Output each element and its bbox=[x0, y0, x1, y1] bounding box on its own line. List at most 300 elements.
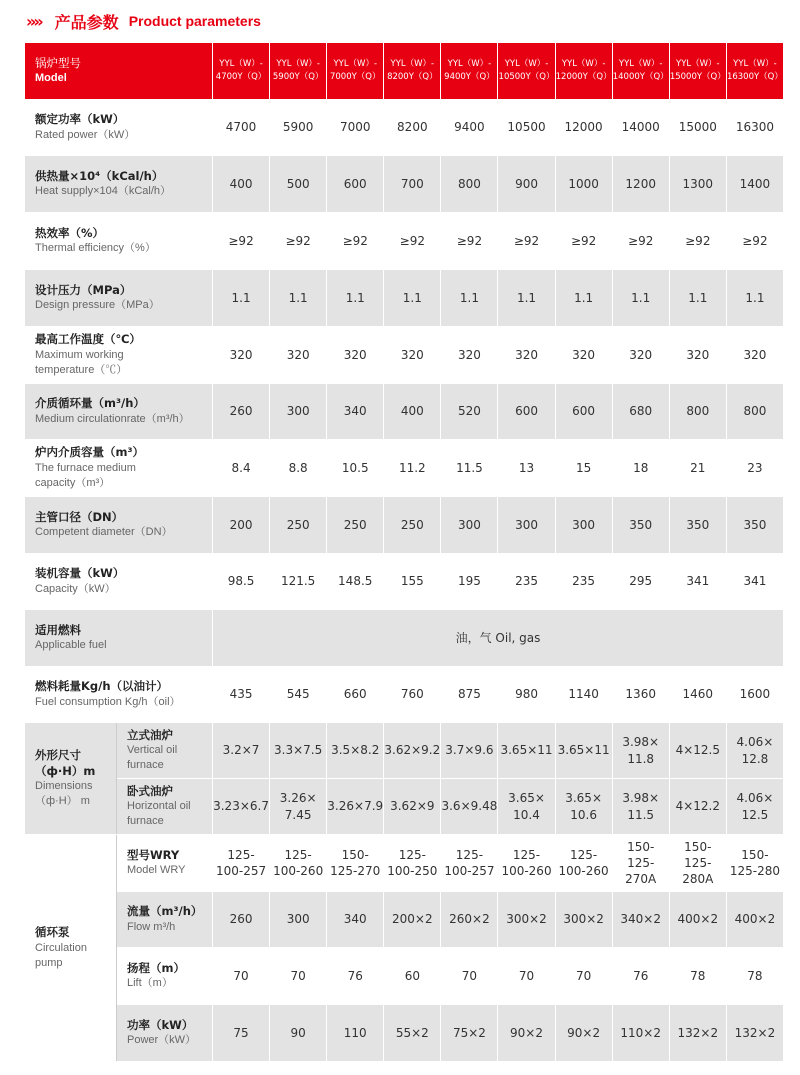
row-label bbox=[25, 497, 213, 554]
value-cell: 250 bbox=[327, 497, 384, 554]
value-cell: 1400 bbox=[726, 156, 783, 213]
value-cell: 132×2 bbox=[669, 1005, 726, 1062]
value-cell bbox=[726, 835, 783, 892]
value-cell: 70 bbox=[270, 948, 327, 1005]
value-cell: 435 bbox=[213, 667, 270, 723]
label-chinese: 流量（m³/h） bbox=[127, 904, 203, 919]
product-parameters-table bbox=[24, 42, 784, 1062]
value-cell: 800 bbox=[726, 384, 783, 440]
row-label bbox=[25, 156, 213, 213]
value-cell bbox=[612, 779, 669, 835]
model-label-chinese: 锅炉型号 bbox=[35, 56, 81, 71]
value-cell: 235 bbox=[555, 554, 612, 610]
value-cell bbox=[555, 835, 612, 892]
value-cell: 600 bbox=[327, 156, 384, 213]
value-cell: 340×2 bbox=[612, 892, 669, 948]
value-cell bbox=[726, 723, 783, 779]
model-line: 10500Y（Q） bbox=[498, 72, 555, 82]
value-line: 3.26× bbox=[279, 791, 317, 806]
value-cell: 400 bbox=[213, 156, 270, 213]
row-label bbox=[117, 948, 213, 1005]
model-line: YYL（W）- bbox=[219, 59, 263, 70]
value-cell: 320 bbox=[384, 327, 441, 384]
data-row bbox=[25, 384, 784, 440]
model-label bbox=[25, 43, 213, 100]
value-line: 3.2×7 bbox=[222, 743, 260, 758]
value-cell: 90×2 bbox=[555, 1005, 612, 1062]
model-line: 4700Y（Q） bbox=[215, 72, 267, 82]
model-line: YYL（W）- bbox=[618, 59, 663, 70]
value-cell: 13 bbox=[498, 440, 555, 497]
value-line: 3.65×11 bbox=[557, 743, 610, 758]
data-row bbox=[25, 213, 784, 270]
label-chinese: 炉内介质容量（m³） bbox=[35, 445, 145, 460]
value-cell: 320 bbox=[498, 327, 555, 384]
value-line: 150- bbox=[741, 847, 769, 862]
value-cell: 75 bbox=[213, 1005, 270, 1062]
value-cell bbox=[270, 723, 327, 779]
value-cell: 1.1 bbox=[213, 270, 270, 327]
value-cell: 1.1 bbox=[726, 270, 783, 327]
value-cell: 148.5 bbox=[327, 554, 384, 610]
label-chinese: 最高工作温度（℃） bbox=[35, 332, 141, 347]
value-line: 125-280A bbox=[682, 855, 714, 887]
value-cell: 21 bbox=[669, 440, 726, 497]
row-label bbox=[25, 440, 213, 497]
model-name bbox=[555, 43, 612, 100]
value-line: 3.7×9.6 bbox=[445, 743, 494, 758]
value-cell: 545 bbox=[270, 667, 327, 723]
value-cell: 11.5 bbox=[441, 440, 498, 497]
value-cell: 875 bbox=[441, 667, 498, 723]
label-english: Maximum working temperature（℃） bbox=[35, 348, 128, 376]
pump-row bbox=[25, 835, 784, 892]
value-cell: 1.1 bbox=[270, 270, 327, 327]
value-cell: 78 bbox=[669, 948, 726, 1005]
value-cell: 70 bbox=[555, 948, 612, 1005]
value-cell bbox=[384, 835, 441, 892]
value-cell: 1.1 bbox=[327, 270, 384, 327]
value-cell bbox=[555, 779, 612, 835]
value-cell: 1.1 bbox=[441, 270, 498, 327]
fuel-value: 油，气 Oil, gas bbox=[213, 610, 784, 667]
label-chinese: 热效率（%） bbox=[35, 225, 105, 240]
value-line: 3.65×11 bbox=[500, 743, 553, 758]
row-label bbox=[25, 554, 213, 610]
value-cell bbox=[669, 835, 726, 892]
model-name bbox=[270, 43, 327, 100]
value-cell: 260 bbox=[213, 384, 270, 440]
value-cell: 1.1 bbox=[669, 270, 726, 327]
value-line: 125- bbox=[569, 847, 598, 862]
value-cell: 300 bbox=[270, 384, 327, 440]
value-cell: 55×2 bbox=[384, 1005, 441, 1062]
value-cell: 90×2 bbox=[498, 1005, 555, 1062]
value-line: 3.65× bbox=[508, 791, 545, 806]
value-line: 4.06× bbox=[736, 735, 774, 750]
row-label bbox=[25, 100, 213, 156]
value-cell: ≥92 bbox=[270, 213, 327, 270]
value-cell bbox=[213, 779, 270, 835]
model-line: YYL（W）- bbox=[333, 59, 378, 70]
data-row bbox=[25, 497, 784, 554]
row-label bbox=[25, 213, 213, 270]
label-english: Dimensions （ф·H） m bbox=[35, 780, 93, 808]
value-line: 3.5×8.2 bbox=[331, 743, 380, 758]
value-cell bbox=[384, 779, 441, 835]
row-label bbox=[25, 667, 213, 723]
value-cell: 660 bbox=[327, 667, 384, 723]
value-cell bbox=[213, 835, 270, 892]
label-english: Horizontal oil furnace bbox=[127, 800, 191, 828]
value-cell: 320 bbox=[669, 327, 726, 384]
value-cell bbox=[498, 835, 555, 892]
model-line: 16300Y（Q） bbox=[726, 72, 783, 82]
label-chinese: 立式油炉 bbox=[127, 727, 173, 742]
value-cell: 760 bbox=[384, 667, 441, 723]
value-cell: ≥92 bbox=[726, 213, 783, 270]
label-chinese: 卧式油炉 bbox=[127, 783, 173, 798]
label-chinese: 型号WRY bbox=[127, 847, 180, 862]
value-cell: 1.1 bbox=[612, 270, 669, 327]
value-cell bbox=[669, 723, 726, 779]
value-cell bbox=[384, 723, 441, 779]
value-cell: 4700 bbox=[213, 100, 270, 156]
value-line: 125- bbox=[512, 847, 541, 862]
model-line: 15000Y（Q） bbox=[669, 72, 726, 82]
dimension-vertical-row bbox=[25, 723, 784, 779]
label-english: Flow m³/h bbox=[127, 920, 176, 933]
value-cell: 8200 bbox=[384, 100, 441, 156]
value-cell: 295 bbox=[612, 554, 669, 610]
value-cell bbox=[441, 835, 498, 892]
value-cell: 1.1 bbox=[555, 270, 612, 327]
section-header bbox=[26, 8, 261, 34]
value-cell: 12000 bbox=[555, 100, 612, 156]
dimensions-label bbox=[25, 723, 117, 835]
value-cell: 700 bbox=[384, 156, 441, 213]
value-line: 4.06× bbox=[736, 791, 774, 806]
title-english: Product parameters bbox=[128, 13, 261, 29]
label-chinese: 适用燃料 bbox=[35, 622, 81, 637]
label-chinese: 扬程（m） bbox=[127, 960, 185, 975]
value-cell: 70 bbox=[441, 948, 498, 1005]
value-line: 3.3×7.5 bbox=[274, 743, 323, 758]
value-cell: 320 bbox=[327, 327, 384, 384]
value-line: 125- bbox=[284, 847, 312, 862]
value-cell: 110×2 bbox=[612, 1005, 669, 1062]
value-cell: ≥92 bbox=[327, 213, 384, 270]
value-cell bbox=[327, 835, 384, 892]
value-cell: 155 bbox=[384, 554, 441, 610]
value-cell: 110 bbox=[327, 1005, 384, 1062]
value-cell bbox=[555, 723, 612, 779]
value-cell: 9400 bbox=[441, 100, 498, 156]
value-cell: 600 bbox=[498, 384, 555, 440]
model-name bbox=[669, 43, 726, 100]
model-name bbox=[726, 43, 783, 100]
label-english: Medium circulationrate（m³/h） bbox=[35, 412, 190, 425]
row-label bbox=[25, 610, 213, 667]
value-line: 3.6×9.48 bbox=[441, 799, 498, 814]
row-label bbox=[117, 779, 213, 835]
row-label bbox=[117, 835, 213, 892]
value-cell: 76 bbox=[327, 948, 384, 1005]
label-english: Capacity（kW） bbox=[35, 582, 116, 595]
model-line: YYL（W）- bbox=[390, 59, 435, 70]
title-chinese: 产品参数 bbox=[54, 12, 119, 32]
value-line: 3.23×6.7 bbox=[213, 799, 269, 814]
value-cell: 300×2 bbox=[555, 892, 612, 948]
value-cell: 500 bbox=[270, 156, 327, 213]
value-cell bbox=[498, 779, 555, 835]
value-cell bbox=[327, 779, 384, 835]
label-chinese: 装机容量（kW） bbox=[35, 566, 125, 581]
row-label bbox=[25, 384, 213, 440]
value-cell: 70 bbox=[213, 948, 270, 1005]
value-line: 125-270 bbox=[330, 864, 381, 878]
value-cell: 75×2 bbox=[441, 1005, 498, 1062]
label-english: Model WRY bbox=[127, 864, 186, 877]
label-english: Power（kW） bbox=[127, 1034, 197, 1047]
value-cell: 320 bbox=[612, 327, 669, 384]
label-english: The furnace medium capacity（m³） bbox=[35, 461, 136, 489]
label-chinese: 燃料耗量Kg/h（以油计） bbox=[35, 679, 169, 694]
model-line: YYL（W）- bbox=[447, 59, 492, 70]
value-line: 150- bbox=[627, 839, 655, 854]
value-line: 100-260 bbox=[501, 864, 552, 878]
value-cell bbox=[270, 835, 327, 892]
value-cell: 8.8 bbox=[270, 440, 327, 497]
value-cell: 98.5 bbox=[213, 554, 270, 610]
model-name bbox=[213, 43, 270, 100]
value-cell: 200 bbox=[213, 497, 270, 554]
value-cell: 680 bbox=[612, 384, 669, 440]
value-line: 150- bbox=[341, 847, 369, 862]
label-chinese: 功率（kW） bbox=[127, 1017, 194, 1032]
label-english: Rated power（kW） bbox=[35, 128, 136, 141]
value-cell: 1.1 bbox=[384, 270, 441, 327]
value-cell: 260×2 bbox=[441, 892, 498, 948]
value-cell: 800 bbox=[669, 384, 726, 440]
model-name bbox=[384, 43, 441, 100]
model-line: YYL（W）- bbox=[733, 59, 777, 70]
value-cell: 320 bbox=[270, 327, 327, 384]
value-cell: 18 bbox=[612, 440, 669, 497]
label-english: Applicable fuel bbox=[35, 639, 107, 652]
value-cell: 11.2 bbox=[384, 440, 441, 497]
header-row bbox=[25, 43, 784, 100]
value-line: 12.8 bbox=[741, 751, 769, 766]
value-cell: 15000 bbox=[669, 100, 726, 156]
value-cell: 1000 bbox=[555, 156, 612, 213]
value-line: 150- bbox=[684, 839, 712, 854]
value-cell: 800 bbox=[441, 156, 498, 213]
value-cell: 300 bbox=[270, 892, 327, 948]
value-cell bbox=[441, 779, 498, 835]
value-cell: 76 bbox=[612, 948, 669, 1005]
value-cell: 250 bbox=[270, 497, 327, 554]
row-label bbox=[117, 1005, 213, 1062]
model-line: 9400Y（Q） bbox=[444, 72, 495, 82]
value-cell: 350 bbox=[726, 497, 783, 554]
value-cell: 60 bbox=[384, 948, 441, 1005]
value-line: 3.65× bbox=[565, 791, 602, 806]
value-line: 100-257 bbox=[444, 864, 495, 878]
row-label bbox=[117, 723, 213, 779]
value-cell: 235 bbox=[498, 554, 555, 610]
value-cell: 320 bbox=[555, 327, 612, 384]
label-chinese: 主管口径（DN） bbox=[35, 509, 124, 524]
data-row bbox=[25, 327, 784, 384]
value-line: 3.98× bbox=[622, 791, 660, 806]
value-cell: 14000 bbox=[612, 100, 669, 156]
value-cell: 70 bbox=[498, 948, 555, 1005]
value-line: 125- bbox=[455, 847, 484, 862]
value-cell: ≥92 bbox=[384, 213, 441, 270]
label-english: Heat supply×104（kCal/h） bbox=[35, 185, 172, 198]
label-chinese: 循环泵 bbox=[35, 925, 70, 940]
value-cell: ≥92 bbox=[612, 213, 669, 270]
row-label bbox=[25, 270, 213, 327]
value-cell bbox=[612, 835, 669, 892]
value-cell: ≥92 bbox=[669, 213, 726, 270]
value-cell: 300 bbox=[441, 497, 498, 554]
value-cell: 195 bbox=[441, 554, 498, 610]
value-cell: 341 bbox=[726, 554, 783, 610]
model-name bbox=[612, 43, 669, 100]
value-cell bbox=[612, 723, 669, 779]
label-chinese: 外形尺寸 （ф·H）m bbox=[35, 748, 96, 778]
value-cell: 320 bbox=[441, 327, 498, 384]
label-english: Lift（m） bbox=[127, 977, 173, 990]
value-cell: 15 bbox=[555, 440, 612, 497]
value-cell: 16300 bbox=[726, 100, 783, 156]
row-label bbox=[25, 327, 213, 384]
value-cell: 10.5 bbox=[327, 440, 384, 497]
model-line: 14000Y（Q） bbox=[612, 72, 669, 82]
value-line: 100-260 bbox=[273, 864, 324, 878]
value-cell: 1140 bbox=[555, 667, 612, 723]
value-cell: 1.1 bbox=[498, 270, 555, 327]
pump-row bbox=[25, 948, 784, 1005]
value-cell bbox=[726, 779, 783, 835]
value-cell: 320 bbox=[213, 327, 270, 384]
value-line: 100-250 bbox=[387, 864, 438, 878]
value-cell bbox=[441, 723, 498, 779]
row-label bbox=[117, 892, 213, 948]
value-cell: 400 bbox=[384, 384, 441, 440]
label-english: Thermal efficiency（%） bbox=[35, 242, 156, 255]
value-cell: 1360 bbox=[612, 667, 669, 723]
label-english: Vertical oil furnace bbox=[127, 744, 178, 772]
value-cell: 8.4 bbox=[213, 440, 270, 497]
model-line: YYL（W）- bbox=[561, 59, 606, 70]
model-line: YYL（W）- bbox=[676, 59, 720, 70]
double-chevron-icon: »» bbox=[26, 11, 41, 31]
value-cell: 7000 bbox=[327, 100, 384, 156]
value-cell: 1600 bbox=[726, 667, 783, 723]
dimension-horizontal-row bbox=[25, 779, 784, 835]
label-english: Circulation pump bbox=[35, 941, 87, 969]
value-cell: 10500 bbox=[498, 100, 555, 156]
value-cell: 200×2 bbox=[384, 892, 441, 948]
value-cell: 23 bbox=[726, 440, 783, 497]
value-cell bbox=[669, 779, 726, 835]
value-cell: 341 bbox=[669, 554, 726, 610]
value-cell: 400×2 bbox=[669, 892, 726, 948]
value-cell: 1300 bbox=[669, 156, 726, 213]
pump-row bbox=[25, 1005, 784, 1062]
model-line: 8200Y（Q） bbox=[387, 72, 438, 82]
value-line: 4×12.2 bbox=[675, 799, 720, 814]
value-line: 7.45 bbox=[284, 807, 312, 822]
value-line: 10.6 bbox=[570, 807, 597, 822]
label-chinese: 额定功率（kW） bbox=[35, 112, 125, 127]
value-line: 3.98× bbox=[622, 735, 660, 750]
label-chinese: 介质循环量（m³/h） bbox=[35, 396, 145, 411]
value-line: 100-257 bbox=[215, 864, 267, 878]
value-cell: 90 bbox=[270, 1005, 327, 1062]
value-cell: 300×2 bbox=[498, 892, 555, 948]
data-row bbox=[25, 100, 784, 156]
value-line: 125-280 bbox=[729, 864, 780, 878]
data-row bbox=[25, 554, 784, 610]
value-cell: 300 bbox=[498, 497, 555, 554]
value-cell: 400×2 bbox=[726, 892, 783, 948]
value-line: 125-270A bbox=[625, 855, 657, 887]
value-cell: 350 bbox=[669, 497, 726, 554]
value-cell bbox=[498, 723, 555, 779]
value-cell: 132×2 bbox=[726, 1005, 783, 1062]
circulation-pump-label bbox=[25, 835, 117, 1062]
data-row bbox=[25, 270, 784, 327]
value-cell: 340 bbox=[327, 384, 384, 440]
value-line: 125- bbox=[227, 847, 255, 862]
value-cell: ≥92 bbox=[441, 213, 498, 270]
value-cell: 1200 bbox=[612, 156, 669, 213]
model-line: 12000Y（Q） bbox=[555, 72, 612, 82]
value-line: 4×12.5 bbox=[675, 743, 720, 758]
pump-row bbox=[25, 892, 784, 948]
value-cell: 260 bbox=[213, 892, 270, 948]
model-line: YYL（W）- bbox=[504, 59, 549, 70]
value-cell: 78 bbox=[726, 948, 783, 1005]
label-english: Design pressure（MPa） bbox=[35, 299, 160, 312]
fuel-row bbox=[25, 610, 784, 667]
value-cell: 250 bbox=[384, 497, 441, 554]
value-line: 125- bbox=[398, 847, 426, 862]
value-line: 11.5 bbox=[627, 807, 655, 822]
value-line: 10.4 bbox=[513, 807, 540, 822]
model-line: 7000Y（Q） bbox=[329, 72, 381, 82]
value-cell: 5900 bbox=[270, 100, 327, 156]
model-label-english: Model bbox=[35, 72, 67, 85]
value-cell: 1460 bbox=[669, 667, 726, 723]
label-chinese: 供热量×10⁴（kCal/h） bbox=[35, 168, 164, 183]
label-english: Fuel consumption Kg/h（oil） bbox=[35, 695, 181, 708]
value-cell: 121.5 bbox=[270, 554, 327, 610]
value-cell: ≥92 bbox=[213, 213, 270, 270]
value-cell: 520 bbox=[441, 384, 498, 440]
data-row bbox=[25, 156, 784, 213]
value-cell: 600 bbox=[555, 384, 612, 440]
model-line: 5900Y（Q） bbox=[272, 72, 324, 82]
value-line: 3.26×7.9 bbox=[327, 799, 384, 814]
model-name bbox=[441, 43, 498, 100]
value-cell: 980 bbox=[498, 667, 555, 723]
value-line: 100-260 bbox=[558, 864, 609, 878]
